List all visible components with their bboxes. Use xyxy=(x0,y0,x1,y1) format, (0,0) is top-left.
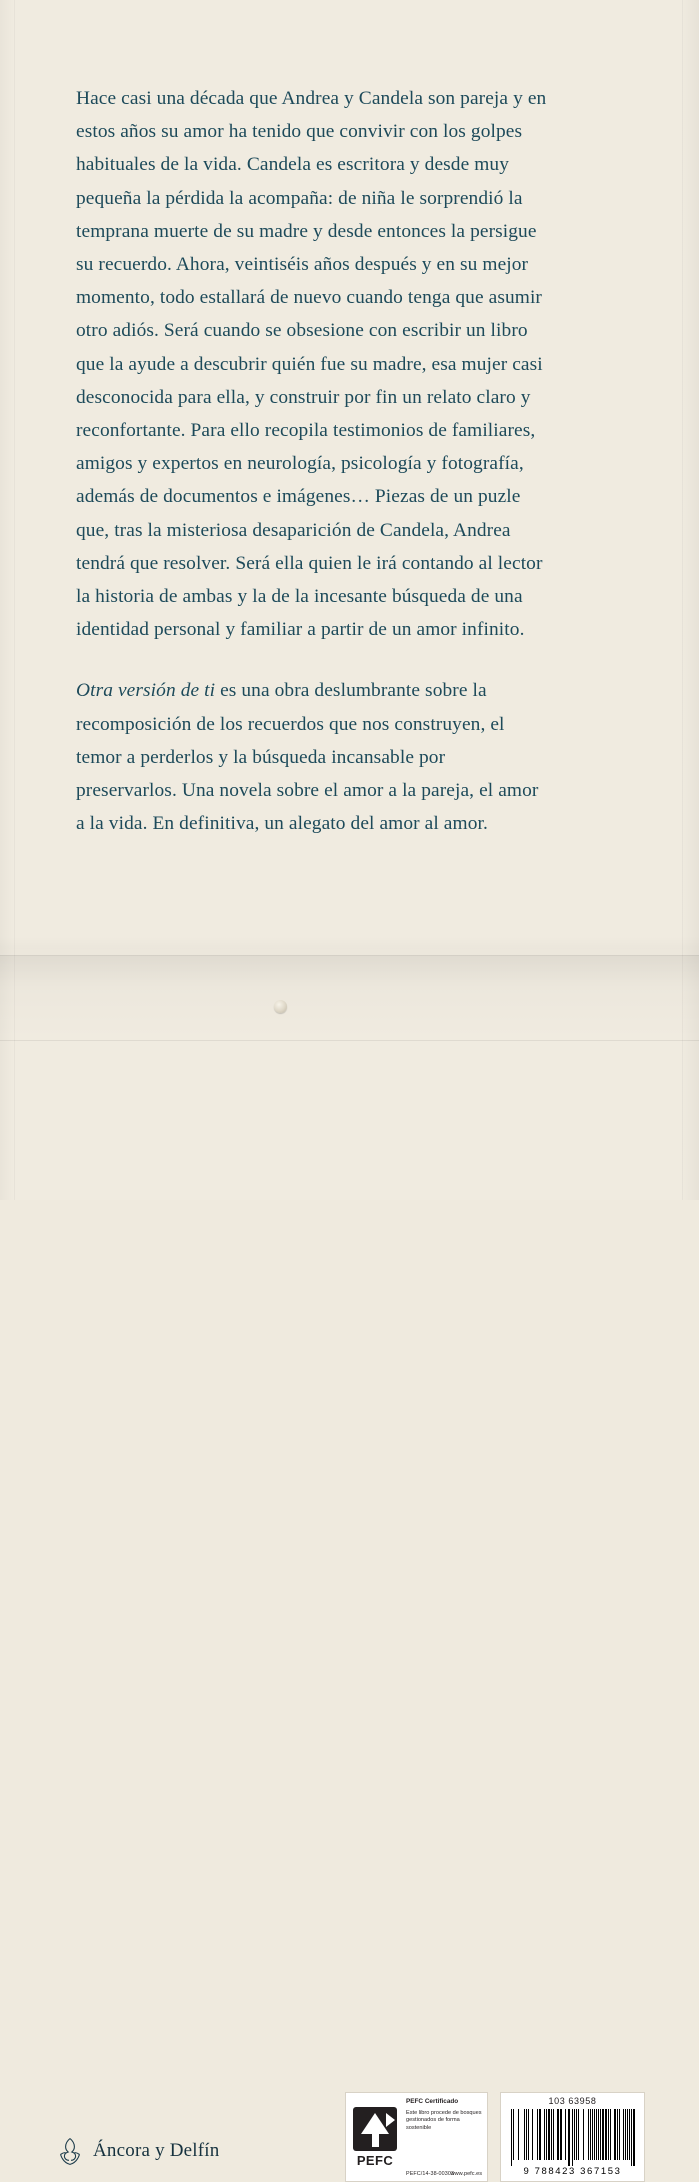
barcode-top-number: 103 63958 xyxy=(548,2096,597,2106)
barcode-isbn-digits: 9 788423 367153 xyxy=(523,2166,622,2177)
imprint-name: Áncora y Delfín xyxy=(93,2140,220,2161)
pefc-label xyxy=(345,2092,488,2182)
blurb-paragraph-2-rest: es una obra deslumbrante sobre la recomposición de los recuerdos que nos construyen, el temor a perderlos y la búsqueda incansable por preservarlos. Una novela sobre el amor a la pareja, el amor a la vida. En definitiva, un alegato del amor al amor. xyxy=(76,680,539,835)
pefc-logo xyxy=(346,2093,404,2181)
back-cover-footer xyxy=(0,1040,699,2177)
back-cover-blurb xyxy=(76,82,548,840)
pefc-certified-label: PEFC Certificado xyxy=(406,2098,459,2105)
pefc-description: Este libro procede de bosques gestionados de forma sostenible xyxy=(406,2110,482,2131)
imprint xyxy=(56,2136,219,2166)
screw-icon xyxy=(274,1000,287,1013)
pefc-tree-icon xyxy=(353,2107,397,2151)
pefc-code: PEFC/14-38-00303 xyxy=(406,2171,455,2177)
pefc-wordmark: PEFC xyxy=(356,2153,394,2168)
blurb-paragraph-1: Hace casi una década que Andrea y Candela son pareja y en estos años su amor ha tenido que convivir con los golpes habituales de la vida. Candela es escritora y desde muy pequeña la pérdida la acompaña: de niña le sorprendió la temprana muerte de su madre y desde entonces la persigue su recuerdo. Ahora, veintiséis años después y en su mejor momento, todo estallará de nuevo cuando tenga que asumir otro adiós. Será cuando se obsesione con escribir un libro que la ayude a descubrir quién fue su madre, esa mujer casi desconocida para ella, y construir por fin un relato claro y reconfortante. Para ello recopila testimonios de familiares, amigos y expertos en neurología, psicología y fotografía, además de documentos e imágenes… Piezas de un puzle que, tras la misteriosa desaparición de Candela, Andrea tendrá que resolver. Será ella quien le irá contando al lector la historia de ambas y la de la incesante búsqueda de una identidad personal y familiar a partir de un amor infinito. xyxy=(76,88,547,641)
book-title: Otra versión de ti xyxy=(76,680,216,702)
barcode-bars xyxy=(507,2109,638,2166)
pefc-text-block xyxy=(404,2093,487,2181)
blurb-paragraph-2 xyxy=(76,674,548,840)
shelf-shadow xyxy=(0,956,699,1040)
shelf-edge-line xyxy=(0,955,699,956)
barcode-block xyxy=(500,2092,645,2182)
ancora-y-delfin-logo-icon xyxy=(56,2136,84,2166)
pefc-url: www.pefc.es xyxy=(450,2171,482,2177)
